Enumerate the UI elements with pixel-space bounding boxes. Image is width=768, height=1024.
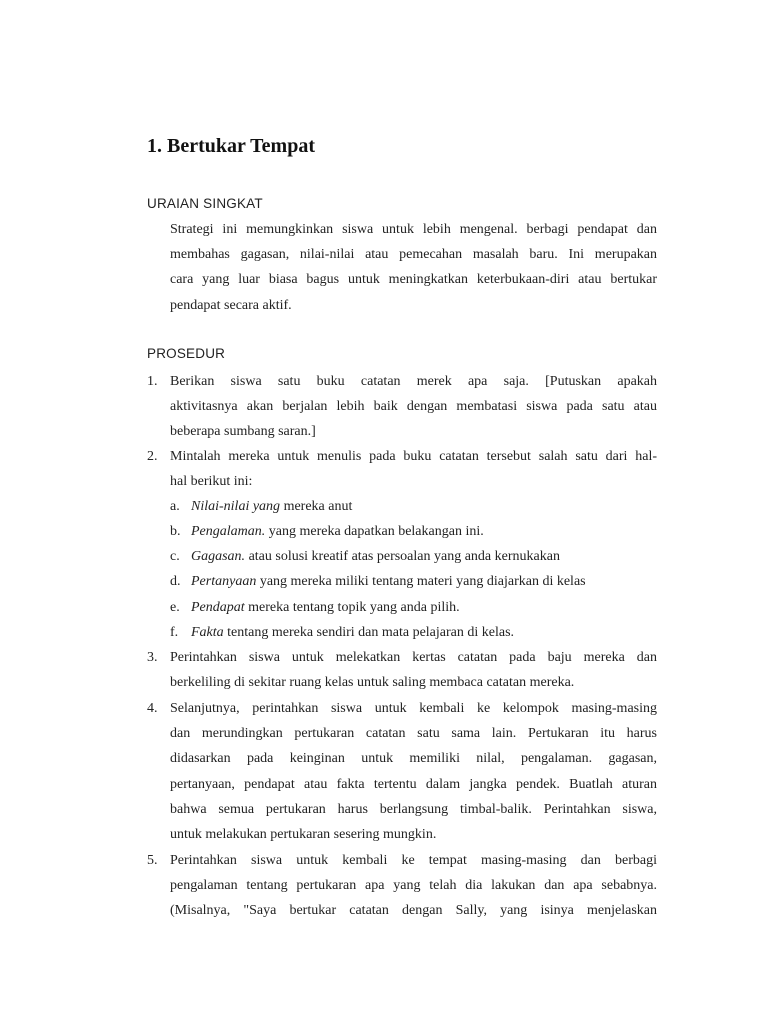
sub-item <box>170 595 657 620</box>
sub-text: atau solusi kreatif atas persoalan yang anda kernukakan <box>245 549 560 564</box>
item-line: bahwa semua pertukaran harus berlangsung timbal-balik. Perintahkan siswa, <box>170 801 657 817</box>
item-line: berkeliling di sekitar ruang kelas untuk saling membaca catatan mereka. <box>170 675 575 691</box>
sub-item <box>170 494 657 519</box>
sub-letter: a. <box>170 499 180 514</box>
list-number: 1. <box>147 374 158 389</box>
item-line: pengalaman tentang pertukaran apa yang telah dia lakukan dan apa sebabnya. <box>170 878 657 894</box>
item-line: pertanyaan, pendapat atau fakta tertentu dalam jangka pendek. Buatlah aturan <box>170 776 657 792</box>
item-line: Berikan siswa satu buku catatan merek apa saja. [Putuskan apakah <box>170 374 657 389</box>
sub-item <box>170 569 657 594</box>
sub-item <box>170 519 657 544</box>
item-line: didasarkan pada keinginan untuk memiliki nilal, pengalaman. gagasan, <box>170 751 657 767</box>
item-line: Perintahkan siswa untuk melekatkan kertas catatan pada baju mereka dan <box>170 650 657 665</box>
sub-letter: b. <box>170 524 181 539</box>
item-line: Perintahkan siswa untuk kembali ke tempat masing-masing dan berbagi <box>170 853 657 868</box>
sub-text: tentang mereka sendiri dan mata pelajaran di kelas. <box>223 625 515 640</box>
paragraph-line: membahas gagasan, nilai-nilai atau pemecahan masalah baru. Ini merupakan <box>170 247 657 263</box>
paragraph-line: pendapat secara aktif. <box>170 297 292 313</box>
sub-term: Pengalaman. <box>191 524 266 539</box>
sub-term: Pendapat <box>191 600 245 615</box>
list-number: 2. <box>147 449 158 464</box>
sub-letter: e. <box>170 600 180 615</box>
sub-text: yang mereka miliki tentang materi yang diajarkan di kelas <box>256 574 586 589</box>
sub-term: Pertanyaan <box>191 574 257 589</box>
item-line: Selanjutnya, perintahkan siswa untuk kembali ke kelompok masing-masing <box>170 701 657 716</box>
paragraph-line: Strategi ini memungkinkan siswa untuk lebih mengenal. berbagi pendapat dan <box>170 222 657 237</box>
page-title: 1. Bertukar Tempat <box>147 135 315 157</box>
prosedur-heading: PROSEDUR <box>147 346 226 361</box>
uraian-paragraph <box>170 217 657 318</box>
item-line: aktivitasnya akan berjalan lebih baik dengan membatasi siswa pada satu atau <box>170 399 657 415</box>
list-number: 5. <box>147 853 158 868</box>
item-line: untuk melakukan pertukaran sesering mungkin. <box>170 827 437 843</box>
uraian-heading: URAIAN SINGKAT <box>147 196 263 211</box>
sub-text: mereka tentang topik yang anda pilih. <box>244 600 460 615</box>
sub-letter: c. <box>170 549 180 564</box>
sub-letter: d. <box>170 574 181 589</box>
item-line: beberapa sumbang saran.] <box>170 424 316 440</box>
sub-item <box>170 620 657 645</box>
item-line: (Misalnya, "Saya bertukar catatan dengan Sally, yang isinya menjelaskan <box>170 903 657 919</box>
sub-text: yang mereka dapatkan belakangan ini. <box>265 524 484 539</box>
sub-term: Nilai-nilai yang <box>191 499 281 514</box>
list-number: 4. <box>147 701 158 716</box>
sub-term: Fakta <box>191 625 224 640</box>
sub-text: mereka anut <box>280 499 353 514</box>
item-line: hal berikut ini: <box>170 474 253 490</box>
list-number: 3. <box>147 650 158 665</box>
paragraph-line: cara yang luar biasa bagus untuk meningkatkan keterbukaan-diri atau bertukar <box>170 272 657 288</box>
sub-term: Gagasan. <box>191 549 246 564</box>
item-line: dan merundingkan pertukaran catatan satu sama lain. Pertukaran itu harus <box>170 726 657 742</box>
item-line: Mintalah mereka untuk menulis pada buku catatan tersebut salah satu dari hal- <box>170 449 657 464</box>
sub-letter: f. <box>170 625 179 640</box>
sub-item <box>170 544 657 569</box>
